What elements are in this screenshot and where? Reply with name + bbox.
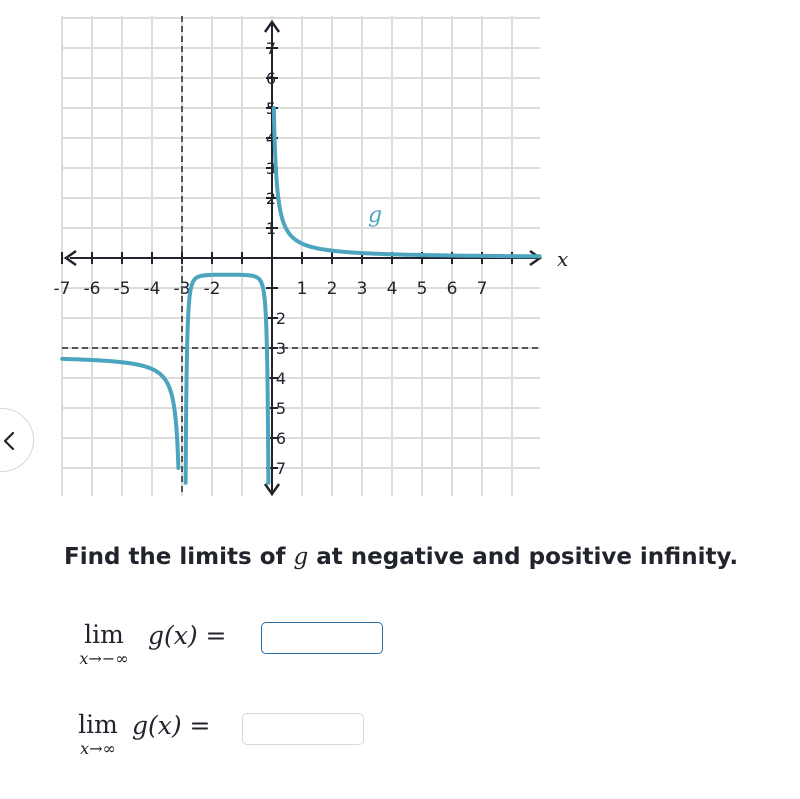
- question-suffix: at negative and positive infinity.: [308, 544, 739, 570]
- y-tick-label: 5: [275, 399, 286, 418]
- x-tick-label: 2: [326, 279, 338, 299]
- y-tick-label: 7: [275, 459, 286, 478]
- limit-expression: g(x) =: [132, 711, 211, 740]
- lim-word: lim: [78, 710, 118, 739]
- y-tick-label: 4: [265, 129, 276, 148]
- y-tick-label: 6: [265, 69, 276, 88]
- question-text: [64, 544, 738, 570]
- y-tick-label: 5: [265, 99, 276, 118]
- lim-subscript: x→∞: [80, 739, 116, 758]
- x-axis-label: x: [557, 247, 569, 271]
- x-tick-label: 7: [476, 279, 488, 299]
- curve-branch-right: [274, 108, 540, 256]
- x-tick-label: 4: [386, 279, 398, 299]
- x-tick-label: -4: [143, 279, 161, 299]
- x-tick-label: -5: [113, 279, 131, 299]
- y-tick-label: 3: [265, 159, 276, 178]
- x-tick-label: 1: [296, 279, 308, 299]
- answer-input-positive-infinity[interactable]: [242, 713, 364, 745]
- x-tick-label: 6: [446, 279, 458, 299]
- y-tick-label: 2: [275, 309, 286, 328]
- y-tick-label: 2: [265, 189, 276, 208]
- x-tick-label: 3: [356, 279, 368, 299]
- y-tick-label: 6: [275, 429, 286, 448]
- limit-operator: [60, 711, 136, 759]
- limit-expression: g(x) =: [148, 621, 227, 650]
- y-tick-label: 1: [265, 219, 276, 238]
- chevron-left-icon: [2, 431, 16, 451]
- y-tick-label: 4: [275, 369, 286, 388]
- x-tick-label: 5: [416, 279, 428, 299]
- y-tick-label: 7: [265, 39, 276, 58]
- x-tick-label: -7: [53, 279, 71, 299]
- x-tick-label: -6: [83, 279, 101, 299]
- curve-label-g: g: [368, 203, 383, 228]
- lim-subscript: x→−∞: [79, 649, 129, 668]
- question-prefix: Find the limits of: [64, 544, 294, 570]
- curve-branch-left: [62, 359, 178, 468]
- y-tick-label: 3: [275, 339, 286, 358]
- answer-input-negative-infinity[interactable]: [261, 622, 383, 654]
- lim-word: lim: [84, 620, 124, 649]
- question-variable: g: [293, 544, 309, 570]
- x-tick-label: -2: [203, 279, 221, 299]
- x-tick-label: -3: [173, 279, 191, 299]
- limit-operator: [60, 621, 148, 669]
